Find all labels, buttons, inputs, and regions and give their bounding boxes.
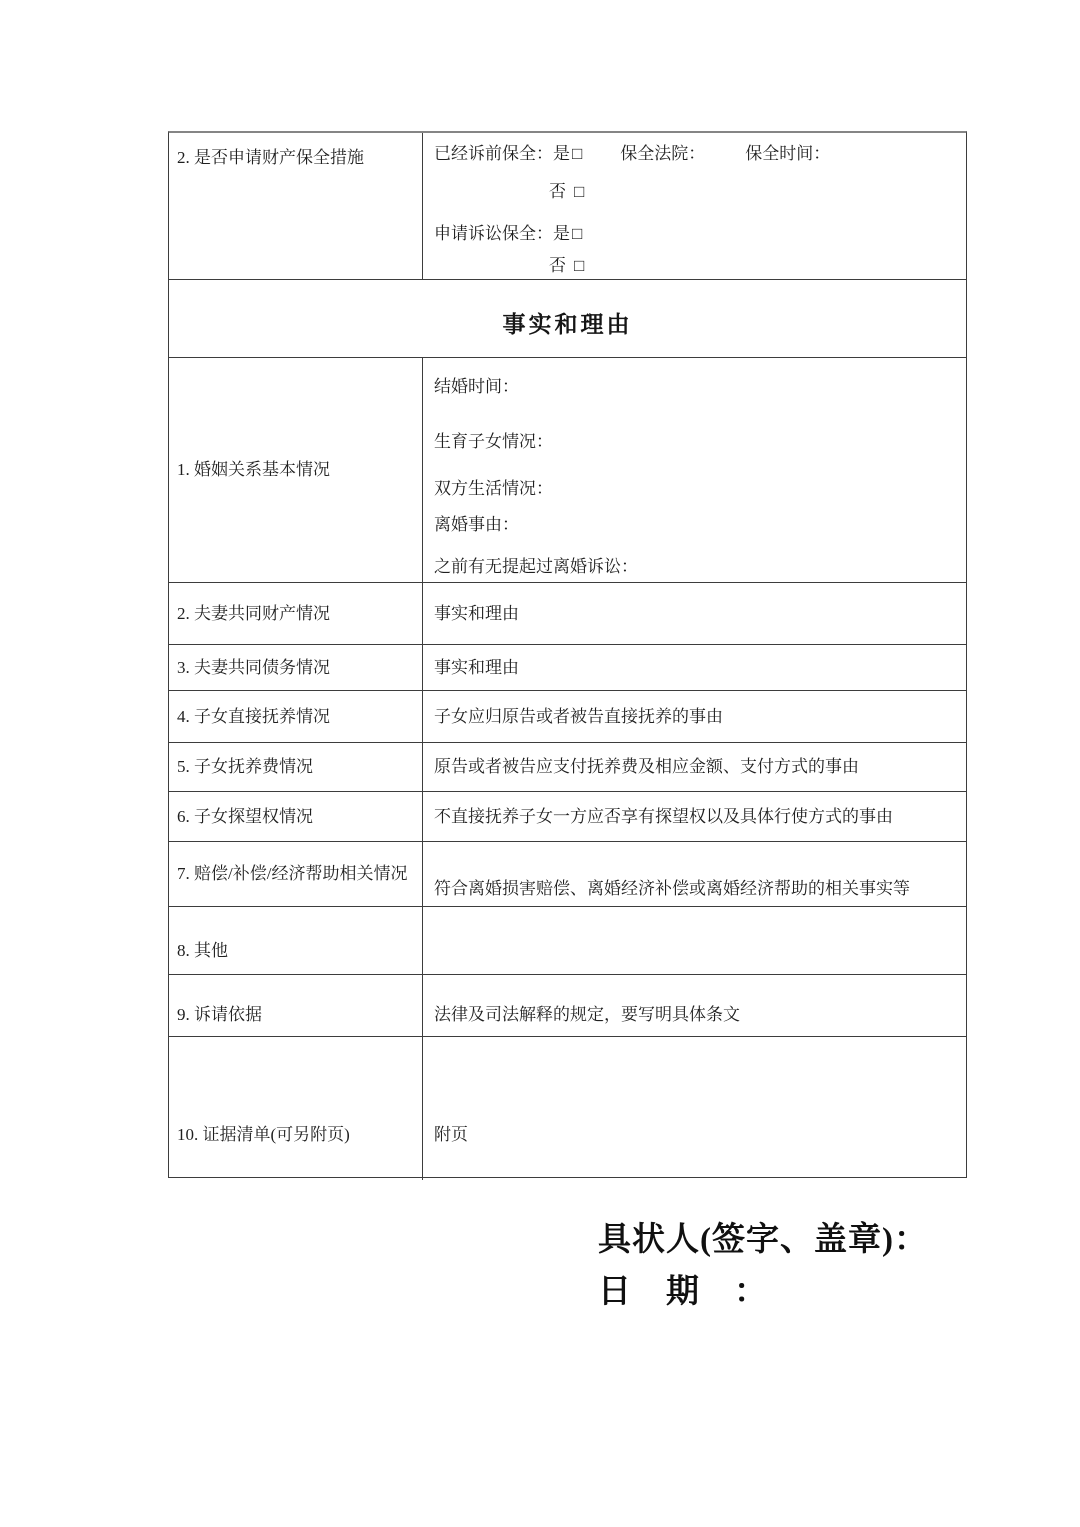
- section-title: 事实和理由: [169, 280, 966, 358]
- row-content-child-support: [423, 743, 966, 792]
- litigation-preservation-line: [434, 225, 958, 243]
- row-label-text: 6. 子女探望权情况: [177, 806, 313, 826]
- row-content-text: 子女应归原告或者被告直接抚养的事由: [434, 706, 723, 726]
- row-content-compensation: [423, 842, 966, 907]
- row-label-compensation: [169, 842, 423, 907]
- row-label-other: [169, 907, 423, 975]
- row-label-text: 8. 其他: [177, 941, 228, 960]
- living-status-label: 双方生活情况：: [434, 479, 553, 498]
- row-content-text: 原告或者被告应支付抚养费及相应金额、支付方式的事由: [434, 757, 859, 776]
- litigation-no-label: 否: [549, 256, 566, 275]
- children-status-label: 生育子女情况：: [434, 432, 553, 451]
- row-label-direct-custody: [169, 691, 423, 743]
- preservation-time-label: 保全时间：: [745, 144, 831, 163]
- row-label-text: 2. 是否申请财产保全措施: [177, 148, 364, 167]
- row-content-joint-debts: [423, 645, 966, 691]
- checkbox-icon[interactable]: □: [572, 224, 583, 243]
- row-content-direct-custody: [423, 691, 966, 743]
- row-label-joint-property: [169, 583, 423, 645]
- row-label-marriage-basics: [169, 358, 423, 583]
- row-label-text: 3. 夫妻共同债务情况: [177, 657, 330, 677]
- row-content-text: 法律及司法解释的规定，要写明具体条文: [434, 1005, 740, 1024]
- signature-block: [598, 1222, 928, 1310]
- row-content-visitation-rights: [423, 792, 966, 842]
- row-label-text: 1. 婚姻关系基本情况: [177, 460, 330, 479]
- prior-divorce-litigation-label: 之前有无提起过离婚诉讼：: [434, 557, 638, 576]
- row-label-text: 5. 子女抚养费情况: [177, 757, 313, 776]
- facts-and-reasons-table: [168, 131, 967, 1178]
- checkbox-icon[interactable]: □: [574, 182, 585, 201]
- date-line: 日 期 ：: [598, 1274, 768, 1310]
- row-content-text: 事实和理由: [434, 603, 519, 623]
- pre-litigation-preservation-line: [434, 145, 958, 163]
- row-label-text: 9. 诉请依据: [177, 1005, 262, 1024]
- divorce-cause-label: 离婚事由：: [434, 515, 519, 534]
- row-label-joint-debts: [169, 645, 423, 691]
- litigation-no-line: [549, 257, 958, 275]
- litigation-yes-label: 申请诉讼保全：是: [434, 224, 570, 243]
- row-label-text: 10. 证据清单(可另附页): [177, 1125, 350, 1144]
- marriage-date-label: 结婚时间：: [434, 377, 519, 396]
- row-content-evidence-list: [423, 1037, 966, 1180]
- row-content-marriage-basics: [423, 358, 966, 583]
- row-label-child-support: [169, 743, 423, 792]
- row-content-text: 符合离婚损害赔偿、离婚经济补偿或离婚经济帮助的相关事实等: [434, 879, 910, 898]
- pre-litigation-yes-label: 已经诉前保全：是: [434, 144, 570, 163]
- row-label-text: 7. 赔偿/补偿/经济帮助相关情况: [177, 864, 408, 883]
- row-label-text: 2. 夫妻共同财产情况: [177, 603, 330, 623]
- pre-litigation-no-line: [549, 183, 958, 201]
- row-content-legal-basis: [423, 975, 966, 1037]
- checkbox-icon[interactable]: □: [572, 144, 583, 163]
- row-content-joint-property: [423, 583, 966, 645]
- row-label-legal-basis: [169, 975, 423, 1037]
- row-label-text: 4. 子女直接抚养情况: [177, 706, 330, 726]
- row-content-text: 不直接抚养子女一方应否享有探望权以及具体行使方式的事由: [434, 806, 893, 826]
- row-label-visitation-rights: [169, 792, 423, 842]
- signer-signature-line: 具状人(签字、盖章)：: [598, 1222, 928, 1258]
- row-content-text: 附页: [434, 1125, 468, 1144]
- row-content-property-preservation: [423, 133, 966, 280]
- checkbox-icon[interactable]: □: [574, 256, 585, 275]
- preservation-court-label: 保全法院：: [620, 144, 706, 163]
- pre-litigation-no-label: 否: [549, 182, 566, 201]
- row-content-text: 事实和理由: [434, 657, 519, 677]
- row-label-evidence-list: [169, 1037, 423, 1180]
- row-label-property-preservation: [169, 133, 423, 280]
- row-content-other: [423, 907, 966, 975]
